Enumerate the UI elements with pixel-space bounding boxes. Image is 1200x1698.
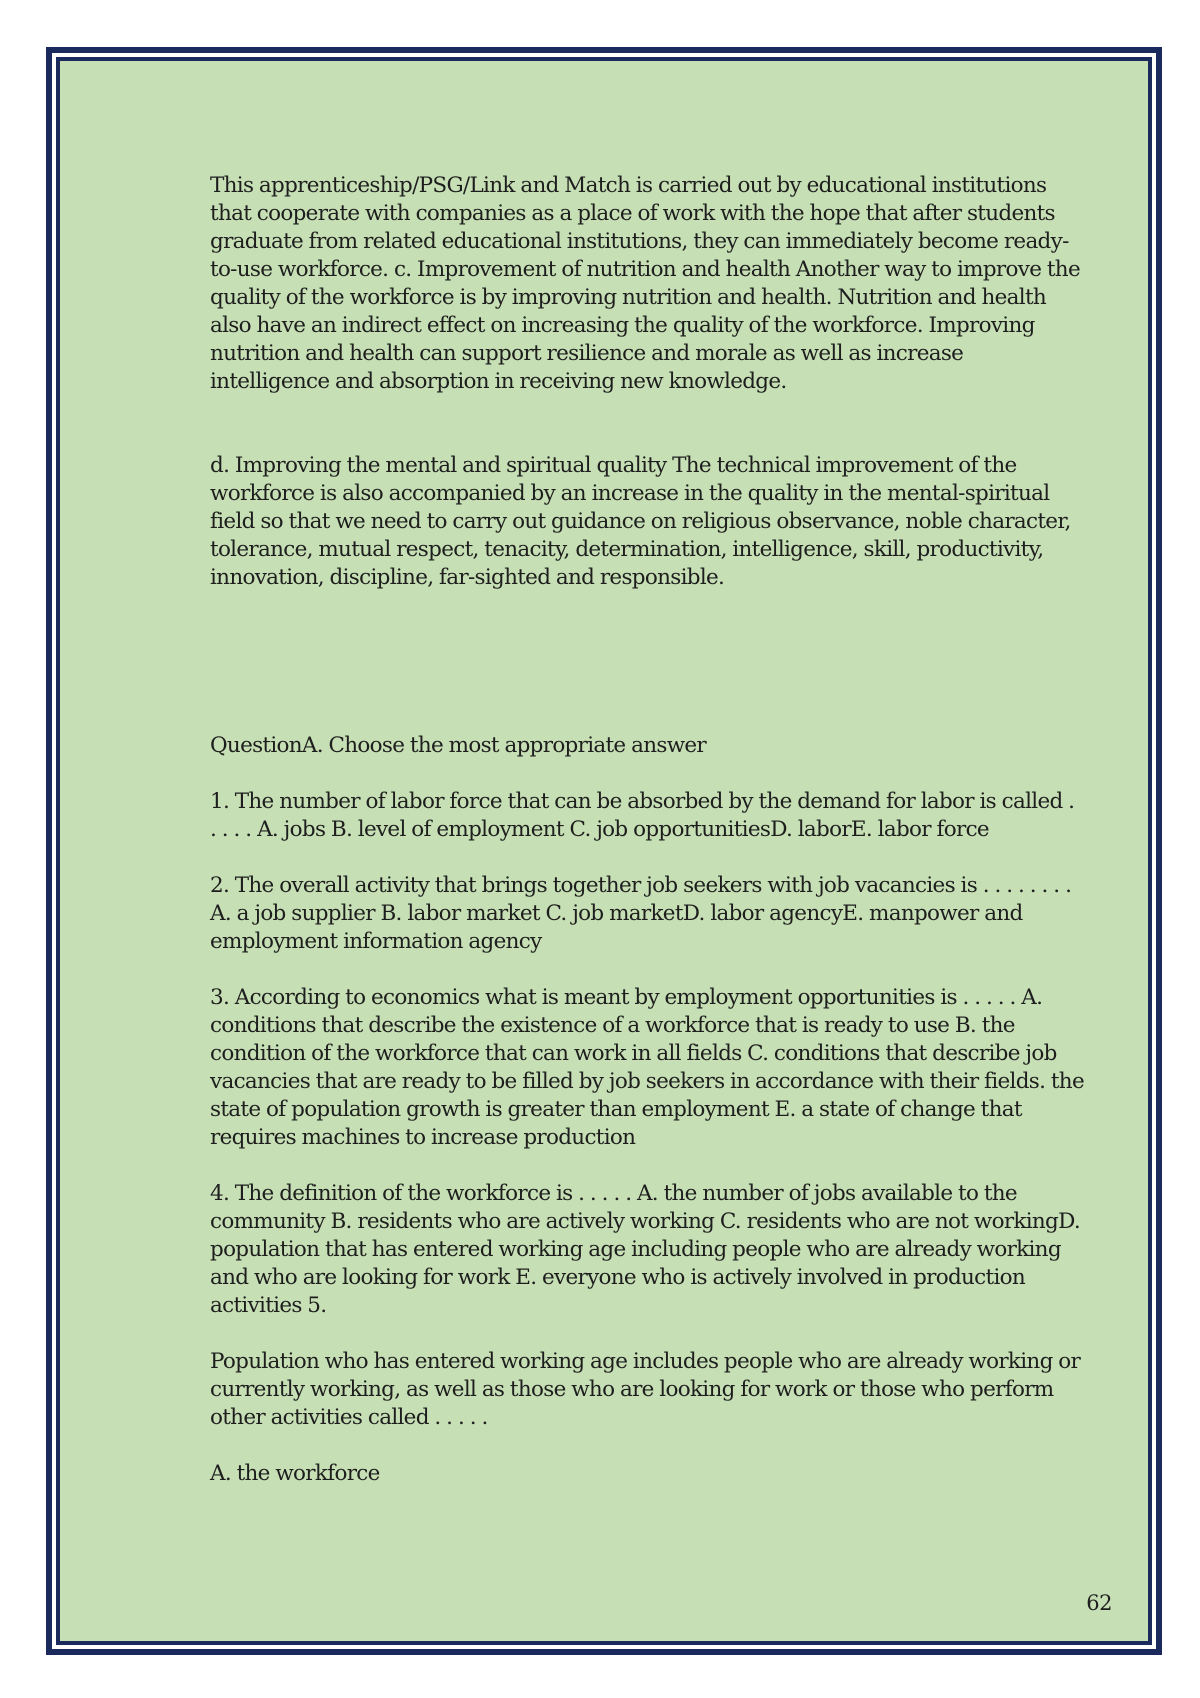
page-number: 62: [1086, 1591, 1112, 1615]
paragraph-mental-spiritual: d. Improving the mental and spiritual quality The technical improvement of the workforce is also accompanied by an increase in the quality in the mental-spiritual field so that we need to carry out guidance on religious observance, noble character, tolerance, mutual respect, tenacity, determination, intelligence, skill, productivity, innovation, discipline, far-sighted and responsible.: [210, 453, 1071, 590]
question-4: 4. The definition of the workforce is . . . . . A. the number of jobs available to the community B. residents who are actively working C. residents who are not workingD. population that has entered working age including people who are already working and who are looking for work E. everyone who is actively involved in production activities 5.: [210, 1181, 1081, 1318]
question-3: 3. According to economics what is meant by employment opportunities is . . . . . A. conditions that describe the existence of a workforce that is ready to use B. the condition of the workforce that can work in all fields C. conditions that describe job vacancies that are ready to be filled by job seekers in accordance with their fields. the state of population growth is greater than employment E. a state of change that requires machines to increase production: [210, 985, 1084, 1150]
paragraph-apprenticeship: This apprenticeship/PSG/Link and Match is carried out by educational institutions that cooperate with companies as a place of work with the hope that after students graduate from related educational institutions, they can immediately become ready-to-use workforce. c. Improvement of nutrition and health Another way to improve the quality of the workforce is by improving nutrition and health. Nutrition and health also have an indirect effect on increasing the quality of the workforce. Improving nutrition and health can support resilience and morale as well as increase intelligence and absorption in receiving new knowledge.: [210, 173, 1080, 394]
page-content: [210, 172, 1084, 1516]
question-2: 2. The overall activity that brings together job seekers with job vacancies is . . . . . . . . A. a job supplier B. labor market C. job marketD. labor agencyE. manpower and employment information agency: [210, 873, 1072, 954]
page-border-inner: [56, 57, 1152, 1645]
question-5-stem: Population who has entered working age includes people who are already working or currently working, as well as those who are looking for work or those who perform other activities called . . . . .: [210, 1349, 1081, 1430]
question-heading: QuestionA. Choose the most appropriate answer: [210, 733, 706, 758]
page-border-outer: [46, 47, 1162, 1655]
question-1: 1. The number of labor force that can be absorbed by the demand for labor is called . . . . . A. jobs B. level of employment C. job opportunitiesD. laborE. labor force: [210, 789, 1075, 842]
question-5-option-a: A. the workforce: [210, 1461, 380, 1486]
